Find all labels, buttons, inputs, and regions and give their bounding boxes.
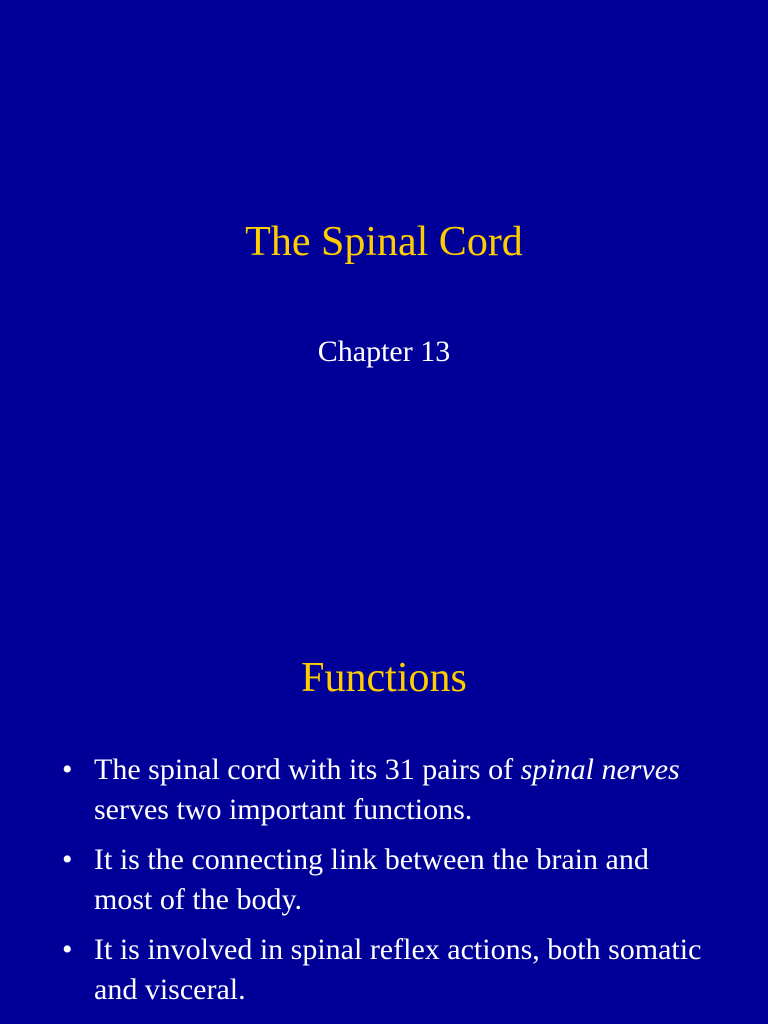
bullet-icon: •: [62, 843, 73, 876]
bullet-icon: •: [62, 753, 73, 786]
slide-functions: [0, 512, 768, 1024]
bullet-text-after: serves two important functions.: [94, 793, 473, 826]
functions-heading: Functions: [301, 655, 467, 701]
functions-bullet-list: [62, 750, 702, 1020]
bullet-text-emphasis: spinal nerves: [520, 753, 680, 786]
bullet-icon: •: [62, 933, 73, 966]
bullet-text-before: The spinal cord with its 31 pairs of: [94, 753, 521, 786]
slide-title-heading: The Spinal Cord: [245, 219, 523, 265]
bullet-text: It is involved in spinal reflex actions, both somatic and visceral.: [94, 933, 702, 1006]
chapter-subtitle: Chapter 13: [317, 335, 451, 368]
bullet-item: [62, 750, 702, 830]
bullet-item: [62, 930, 702, 1010]
bullet-item: [62, 840, 702, 920]
bullet-text: It is the connecting link between the brain and most of the body.: [94, 843, 649, 916]
